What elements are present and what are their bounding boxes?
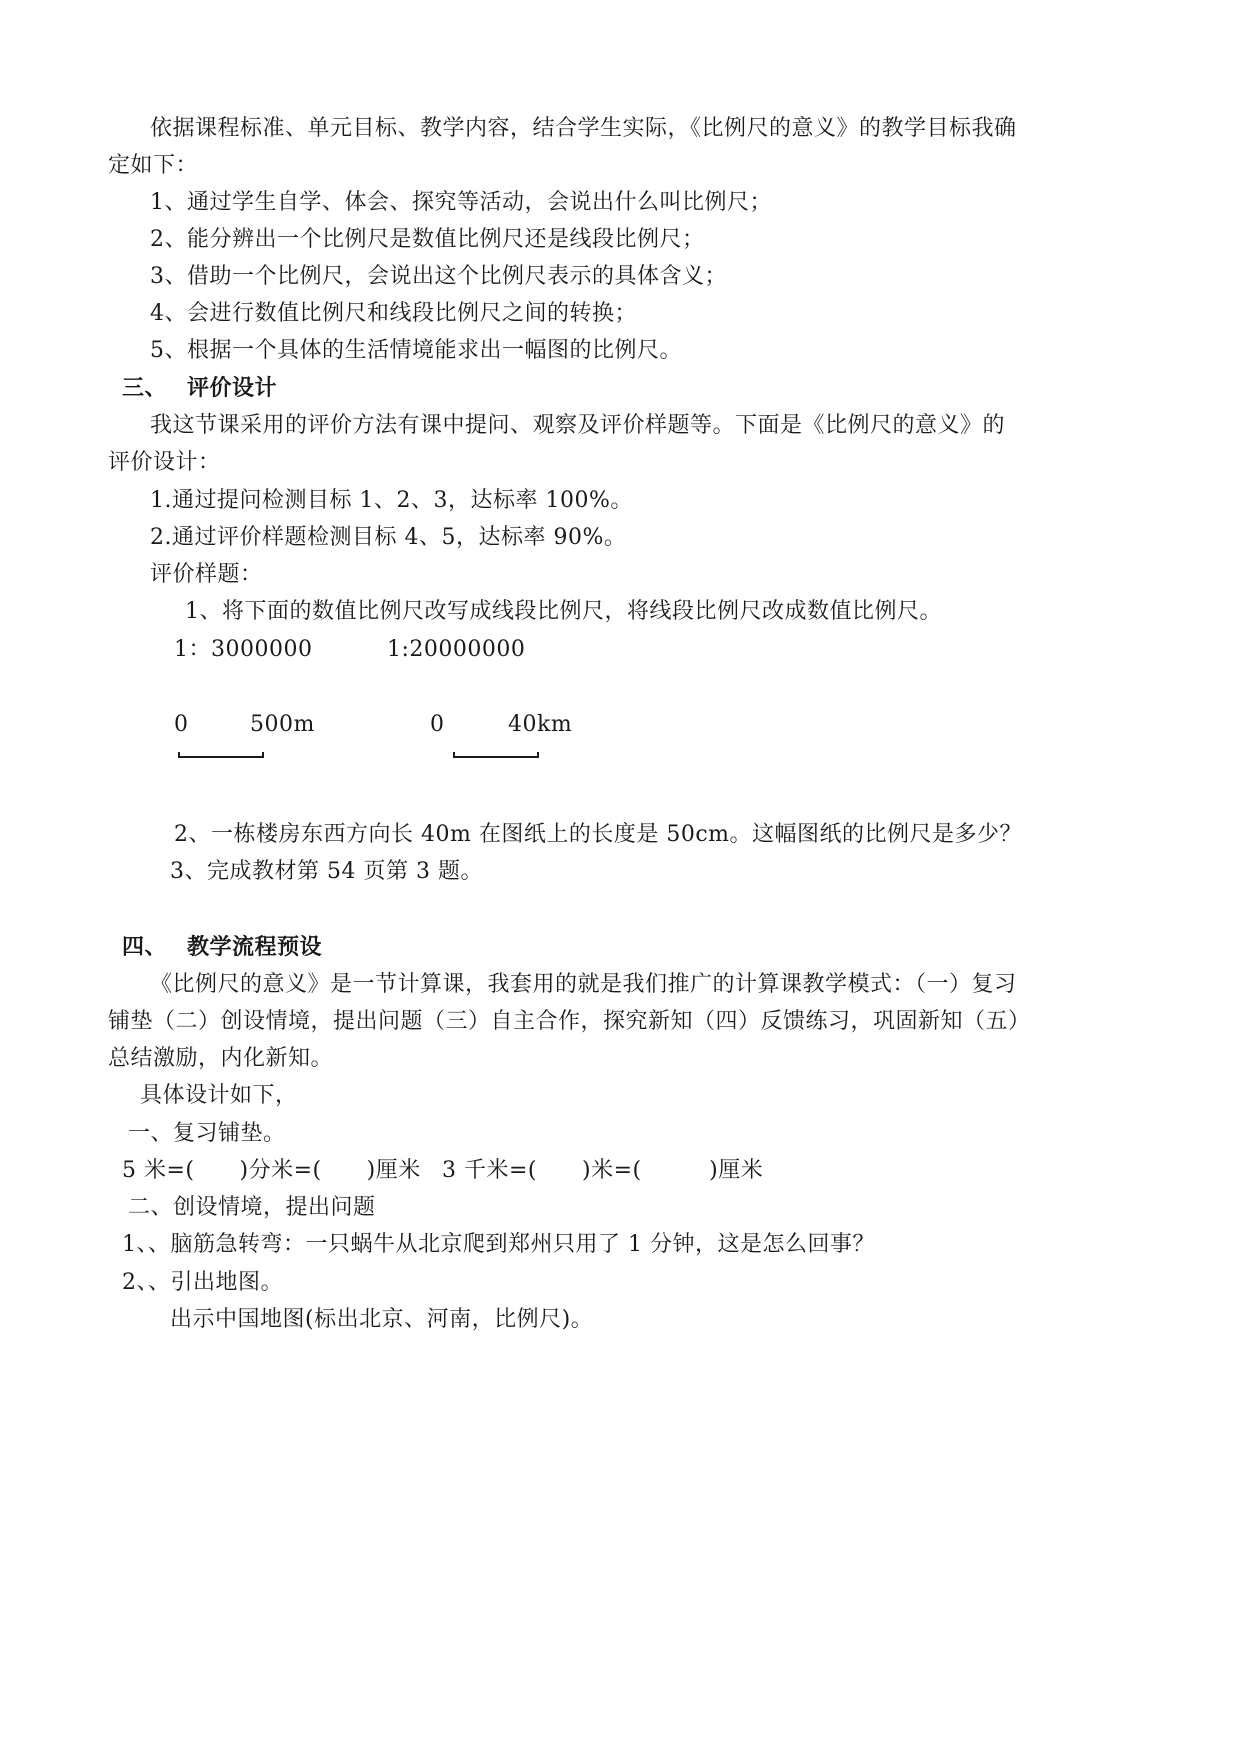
sample-question-1: 1、将下面的数值比例尺改写成线段比例尺，将线段比例尺改成数值比例尺。 xyxy=(185,599,942,624)
sample-question-2: 2、一栋楼房东西方向长 40m 在图纸上的长度是 50cm。这幅图纸的比例尺是多少？ xyxy=(174,822,1023,847)
evaluation-item-1: 1.通过提问检测目标 1、2、3，达标率 100%。 xyxy=(150,488,633,513)
line-scale-a-end: 500m xyxy=(250,712,315,737)
step-2-sub-1: 1、、脑筋急转弯：一只蜗牛从北京爬到郑州只用了 1 分钟，这是怎么回事？ xyxy=(122,1232,875,1257)
goal-item-3: 3、借助一个比例尺，会说出这个比例尺表示的具体含义； xyxy=(150,264,727,289)
evaluation-item-2: 2.通过评价样题检测目标 4、5，达标率 90%。 xyxy=(150,525,627,550)
numeric-scale-a: 1：3000000 xyxy=(174,637,313,662)
numeric-scale-b: 1:20000000 xyxy=(387,637,526,662)
intro-line-1: 依据课程标准、单元目标、教学内容，结合学生实际，《比例尺的意义》的教学目标我确 xyxy=(150,116,1017,141)
section-4-title: 教学流程预设 xyxy=(187,935,323,960)
line-scale-b-start: 0 xyxy=(430,712,445,737)
step-2-label: 二、创设情境，提出问题 xyxy=(128,1195,376,1220)
step-1-label: 一、复习铺垫。 xyxy=(128,1121,286,1146)
section-3-title: 评价设计 xyxy=(187,376,278,401)
line-scale-b-end: 40km xyxy=(508,712,573,737)
line-scale-b-bar xyxy=(453,752,539,758)
review-exercise-a: 5 米=( )分米=( )厘米 xyxy=(122,1158,421,1183)
sample-question-3: 3、完成教材第 54 页第 3 题。 xyxy=(170,859,483,884)
section-3-number: 三、 xyxy=(122,376,168,401)
section-3-heading xyxy=(122,374,277,404)
section-3-paragraph-line-1: 我这节课采用的评价方法有课中提问、观察及评价样题等。下面是《比例尺的意义》的 xyxy=(150,413,1006,438)
goal-item-1: 1、通过学生自学、体会、探究等活动，会说出什么叫比例尺； xyxy=(150,190,772,215)
intro-line-2: 定如下： xyxy=(108,153,199,178)
step-2-sub-2-detail: 出示中国地图(标出北京、河南，比例尺)。 xyxy=(170,1307,594,1332)
detail-design-label: 具体设计如下， xyxy=(140,1083,298,1108)
section-4-heading xyxy=(122,933,322,963)
goal-item-4: 4、会进行数值比例尺和线段比例尺之间的转换； xyxy=(150,301,637,326)
section-4-paragraph-line-3: 总结激励，内化新知。 xyxy=(108,1046,334,1071)
section-3-paragraph-line-2: 评价设计： xyxy=(108,450,221,475)
goal-item-2: 2、能分辨出一个比例尺是数值比例尺还是线段比例尺； xyxy=(150,227,705,252)
goal-item-5: 5、根据一个具体的生活情境能求出一幅图的比例尺。 xyxy=(150,338,682,363)
line-scale-a-bar xyxy=(178,752,264,758)
section-4-number: 四、 xyxy=(122,935,168,960)
section-4-paragraph-line-1: 《比例尺的意义》是一节计算课，我套用的就是我们推广的计算课教学模式：（一）复习 xyxy=(150,972,1017,997)
sample-questions-label: 评价样题： xyxy=(150,562,263,587)
section-4-paragraph-line-2: 铺垫（二）创设情境，提出问题（三）自主合作，探究新知（四）反馈练习，巩固新知（五） xyxy=(108,1009,1031,1034)
step-2-sub-2: 2、、引出地图。 xyxy=(122,1270,283,1295)
review-exercise-b: 3 千米=( )米=( )厘米 xyxy=(442,1158,764,1183)
line-scale-a-start: 0 xyxy=(174,712,189,737)
